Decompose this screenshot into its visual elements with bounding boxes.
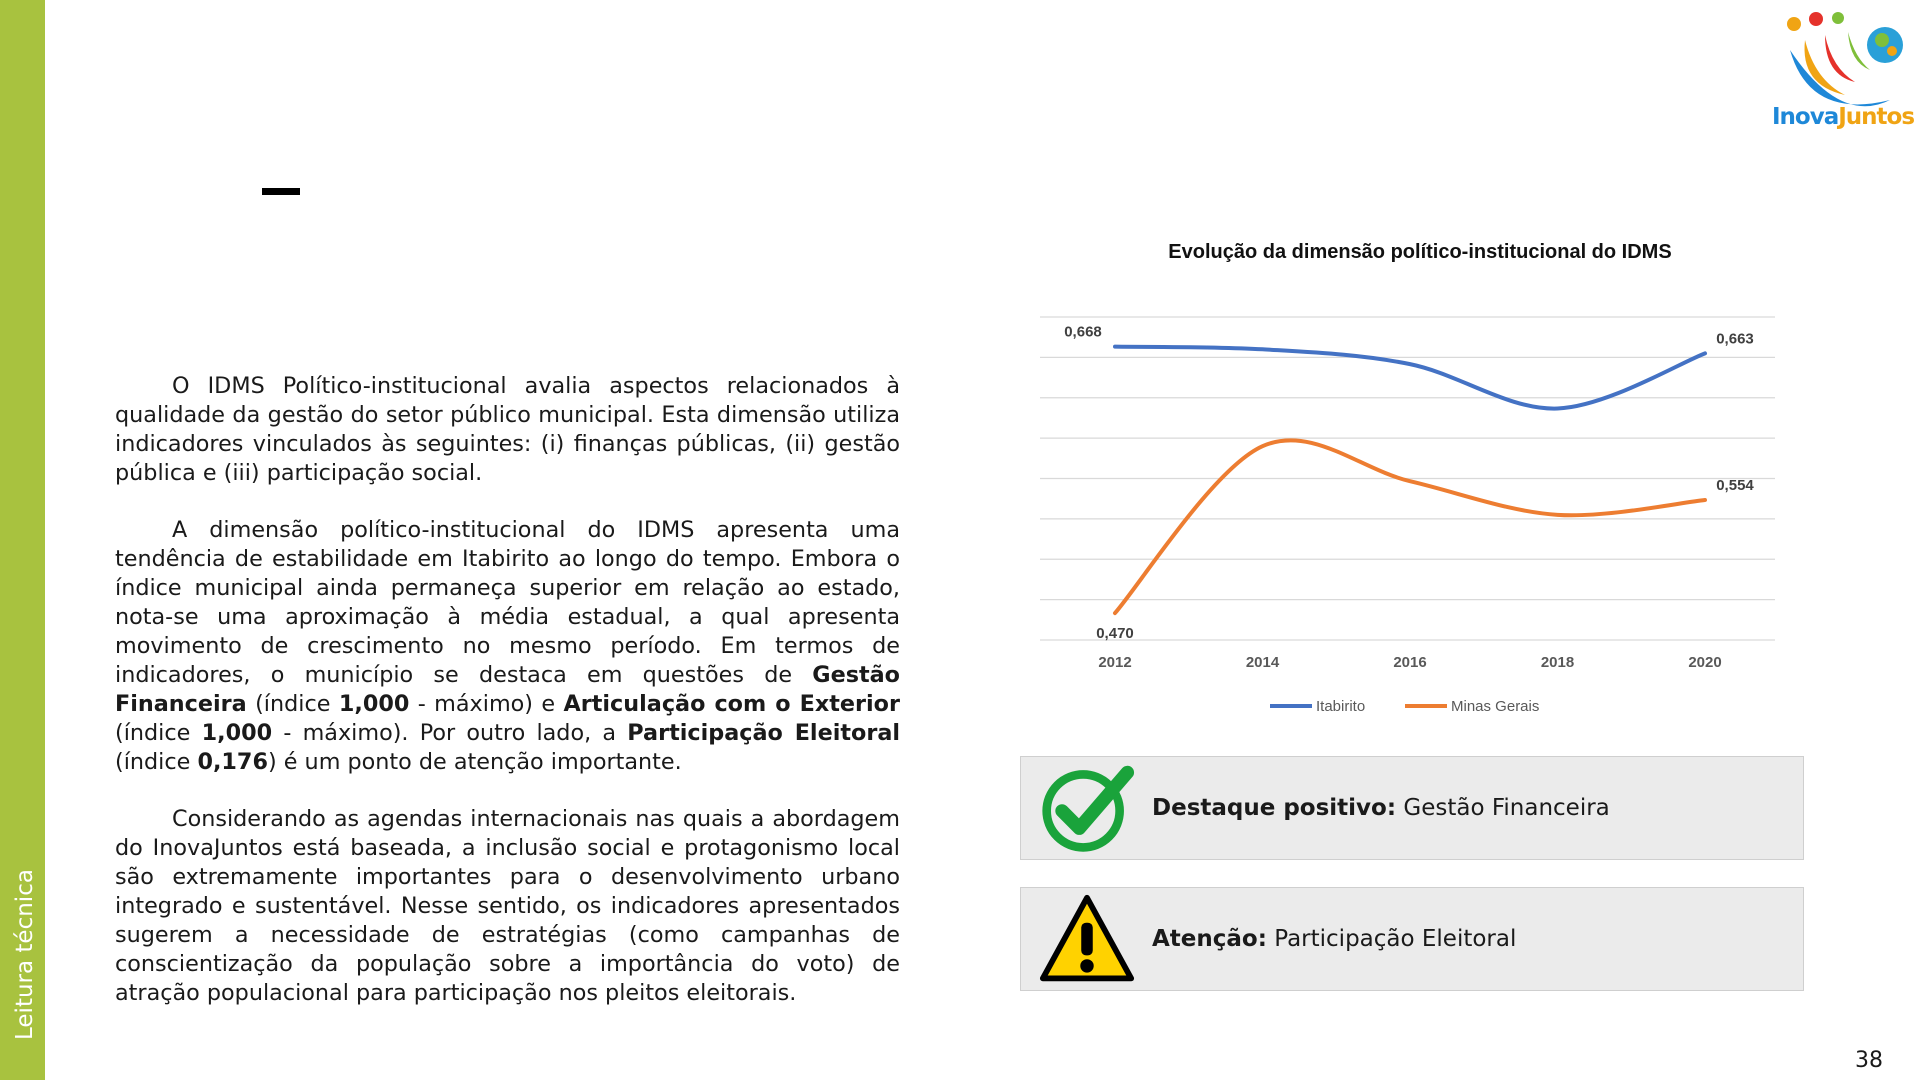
paragraph-run: 1,000	[338, 691, 410, 717]
logo-wordmark: InovaJuntos	[1772, 104, 1915, 130]
paragraph-1	[115, 372, 900, 488]
paragraph-run: - máximo). Por outro lado, a	[272, 720, 628, 746]
legend-label: Minas Gerais	[1451, 698, 1540, 715]
paragraph-run: 1,000	[201, 720, 273, 746]
x-tick-label: 2014	[1245, 654, 1280, 671]
check-icon	[1039, 761, 1135, 857]
paragraph-run: O IDMS Político-institucional avalia aspectos relacionados à qualidade da gestão do setor público municipal. Esta dimensão utiliza indicadores vinculados às seguintes: (i) finanças públicas, (ii) gestão pública e (iii) participação social.	[115, 373, 900, 486]
positive-highlight-text: Destaque positivo: Gestão Financeira	[1152, 795, 1610, 821]
body-text	[115, 372, 900, 1036]
side-label-text: Leitura técnica	[12, 869, 38, 1040]
data-label: 0,663	[1716, 330, 1754, 348]
title-dash	[262, 188, 300, 195]
paragraph-run: A dimensão político-institucional do IDMS apresenta uma tendência de estabilidade em Itabirito ao longo do tempo. Embora o índice municipal ainda permaneça superior em relação ao estado, nota-se uma aproximação à média estadual, a qual apresenta movimento de crescimento no mesmo período. Em termos de indicadores, o município se destaca em questões de	[115, 517, 900, 688]
paragraph-run: - máximo) e	[409, 691, 564, 717]
paragraph-run: Considerando as agendas internacionais nas quais a abordagem do InovaJuntos está baseada, a inclusão social e protagonismo local são extremamente importantes para o desenvolvimento urbano integrado e sustentável. Nesse sentido, os indicadores apresentados sugerem a necessidade de estratégias (como campanhas de conscientização da população sobre a importância do voto) de atração populacional para participação nos pleitos eleitorais.	[115, 806, 900, 1006]
page-number: 38	[1855, 1048, 1883, 1073]
legend-label: Itabirito	[1316, 698, 1366, 715]
series-line-itabirito	[1115, 347, 1705, 409]
paragraph-run: (índice	[246, 691, 339, 717]
data-label: 0,668	[1064, 323, 1102, 341]
paragraph-3	[115, 805, 900, 1008]
paragraph-run: 0,176	[197, 749, 268, 775]
x-tick-label: 2012	[1098, 654, 1132, 671]
warning-icon	[1039, 892, 1135, 988]
x-tick-label: 2020	[1688, 654, 1722, 671]
attention-highlight-box	[1020, 887, 1804, 991]
positive-highlight-box	[1020, 756, 1804, 860]
x-tick-label: 2018	[1540, 654, 1575, 671]
x-tick-label: 2016	[1393, 654, 1427, 671]
paragraph-run: Articulação com o Exterior	[563, 691, 900, 717]
paragraph-run: Gestão Financeira	[115, 662, 900, 717]
chart-title: Evolução da dimensão político-institucional do IDMS	[1168, 241, 1672, 263]
data-label: 0,554	[1716, 477, 1754, 495]
paragraph-run: Participação Eleitoral	[627, 720, 901, 746]
attention-highlight-text: Atenção: Participação Eleitoral	[1152, 926, 1517, 952]
side-label	[10, 820, 40, 1040]
paragraph-run: (índice	[115, 749, 198, 775]
series-line-minas-gerais	[1115, 440, 1705, 613]
paragraph-2	[115, 516, 900, 777]
paragraph-run: (índice	[115, 720, 202, 746]
data-label: 0,470	[1096, 625, 1134, 643]
paragraph-run: ) é um ponto de atenção importante.	[267, 749, 682, 775]
line-chart	[1030, 300, 1790, 720]
